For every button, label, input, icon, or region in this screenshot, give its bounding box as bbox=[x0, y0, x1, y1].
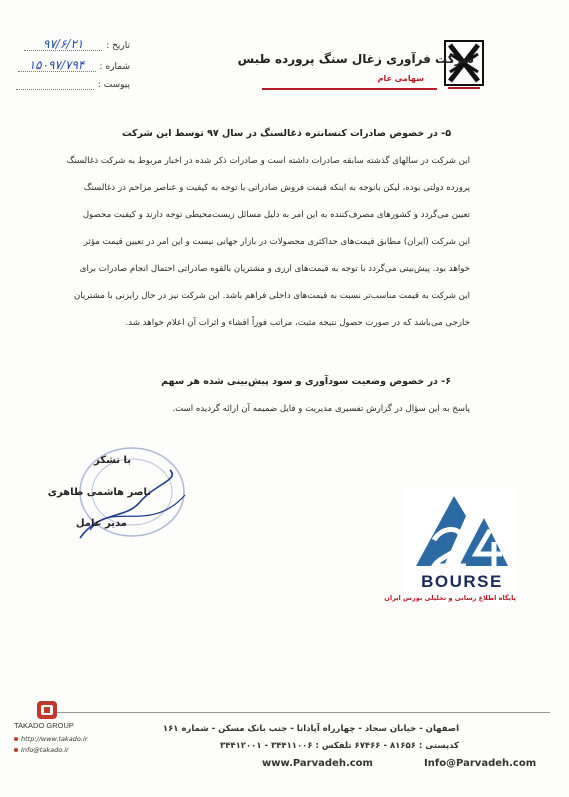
footer-divider bbox=[40, 712, 550, 713]
takado-email-text: Info@takado.ir bbox=[21, 746, 69, 754]
company-name: شرکت فرآوری زغال سنگ پرورده طبس bbox=[237, 52, 474, 66]
attachment-value bbox=[16, 89, 94, 90]
section-5-line: پرورده دولتی بوده، لیکن باتوجه به اینکه قیمت فروش صادراتی با توجه به کیفیت و عناصر مزاحم در ذغالسنگ bbox=[83, 183, 470, 193]
bullet-icon bbox=[14, 737, 18, 741]
section-6-heading: ۶- در خصوص وضعیت سودآوری و سود پیش‌بینی شده هر سهم bbox=[161, 376, 451, 387]
number-field bbox=[18, 59, 130, 72]
section-5-line: تعیین می‌گردد و کشورهای مصرف‌کننده به این امر به دلیل مسائل زیست‌محیطی توجه دارند و کیفیت محصول bbox=[82, 210, 470, 220]
takado-group-label: TAKADO GROUP bbox=[14, 721, 74, 730]
header-divider bbox=[262, 88, 437, 90]
attachment-label: پیوست : bbox=[97, 80, 130, 90]
number-value: ۱۵۰۹۷/۷۹۴ bbox=[18, 59, 96, 72]
section-5-line: این شرکت در سالهای گذشته سابقه صادرات داشته است و صادرات ذکر شده در اخبار مربوط به شرکت ذغالسنگ bbox=[66, 156, 470, 166]
footer-email[interactable]: Info@Parvadeh.com bbox=[424, 758, 537, 769]
signature-name: ناصر هاشمی طاهری bbox=[47, 487, 151, 498]
date-field bbox=[18, 38, 130, 51]
bourse-wordmark: BOURSE bbox=[421, 572, 503, 591]
section-5-heading: ۵- در خصوص صادرات کنسانتره ذغالسنگ در سال ۹۷ توسط این شرکت bbox=[121, 128, 451, 139]
section-6-line: پاسخ به این سؤال در گزارش تفسیری مدیریت و فایل ضمیمه آن ارائه گردیده است. bbox=[172, 404, 470, 414]
date-value: ۹۷/۶/۲۱ bbox=[24, 38, 102, 51]
company-type: سهامی عام bbox=[377, 74, 424, 83]
footer-address: اصفهان - خیابان سجاد - چهارراه آپادانا - جنب بانک مسکن - شماره ۱۶۱ bbox=[162, 724, 459, 734]
bullet-icon bbox=[14, 748, 18, 752]
footer-phones: کدپستی : ۸۱۶۵۶ - ۶۷۴۶۶ تلفکس : ۳۴۴۱۱۰۰۶ - ۳۴۴۱۲۰۰۱ bbox=[220, 741, 459, 751]
section-5-line: این شرکت (ایران) مطابق قیمت‌های حداکثری محصولات در بازار جهانی نیست و این امر در تعیین قیمت مؤثر bbox=[83, 237, 470, 247]
company-logo bbox=[444, 40, 484, 98]
bourse-logo-icon bbox=[404, 486, 516, 572]
section-5-line: این شرکت به قیمت مناسب‌تر نسبت به قیمت‌های داخلی فراهم باشد. این شرکت نیز در حال رایزنی با مشتریان bbox=[73, 291, 470, 301]
signature-thanks: با تشکر bbox=[94, 455, 131, 466]
section-5-line: خارجی می‌باشد که در صورت حصول نتیجه مثبت، مراتب فوراً افشاء و اثرات آن اعلام خواهد شد. bbox=[125, 318, 470, 328]
footer-website[interactable]: www.Parvadeh.com bbox=[262, 758, 373, 769]
date-label: تاریخ : bbox=[106, 41, 130, 51]
takado-email[interactable] bbox=[14, 746, 69, 754]
takado-website[interactable] bbox=[14, 735, 87, 743]
bourse-tagline: پایگاه اطلاع رسانی و تحلیلی بورس ایران bbox=[384, 594, 516, 602]
signature-title: مدیر عامل bbox=[75, 518, 127, 529]
takado-website-text: http://www.takado.ir bbox=[21, 735, 88, 743]
attachment-field bbox=[18, 80, 130, 90]
number-label: شماره : bbox=[99, 62, 130, 72]
section-5-line: خواهد بود. پیش‌بینی می‌گردد با توجه به قیمت‌های ارزی و مشتریان بالقوه صادراتی احتمال انجام صادرات برای bbox=[79, 264, 470, 274]
